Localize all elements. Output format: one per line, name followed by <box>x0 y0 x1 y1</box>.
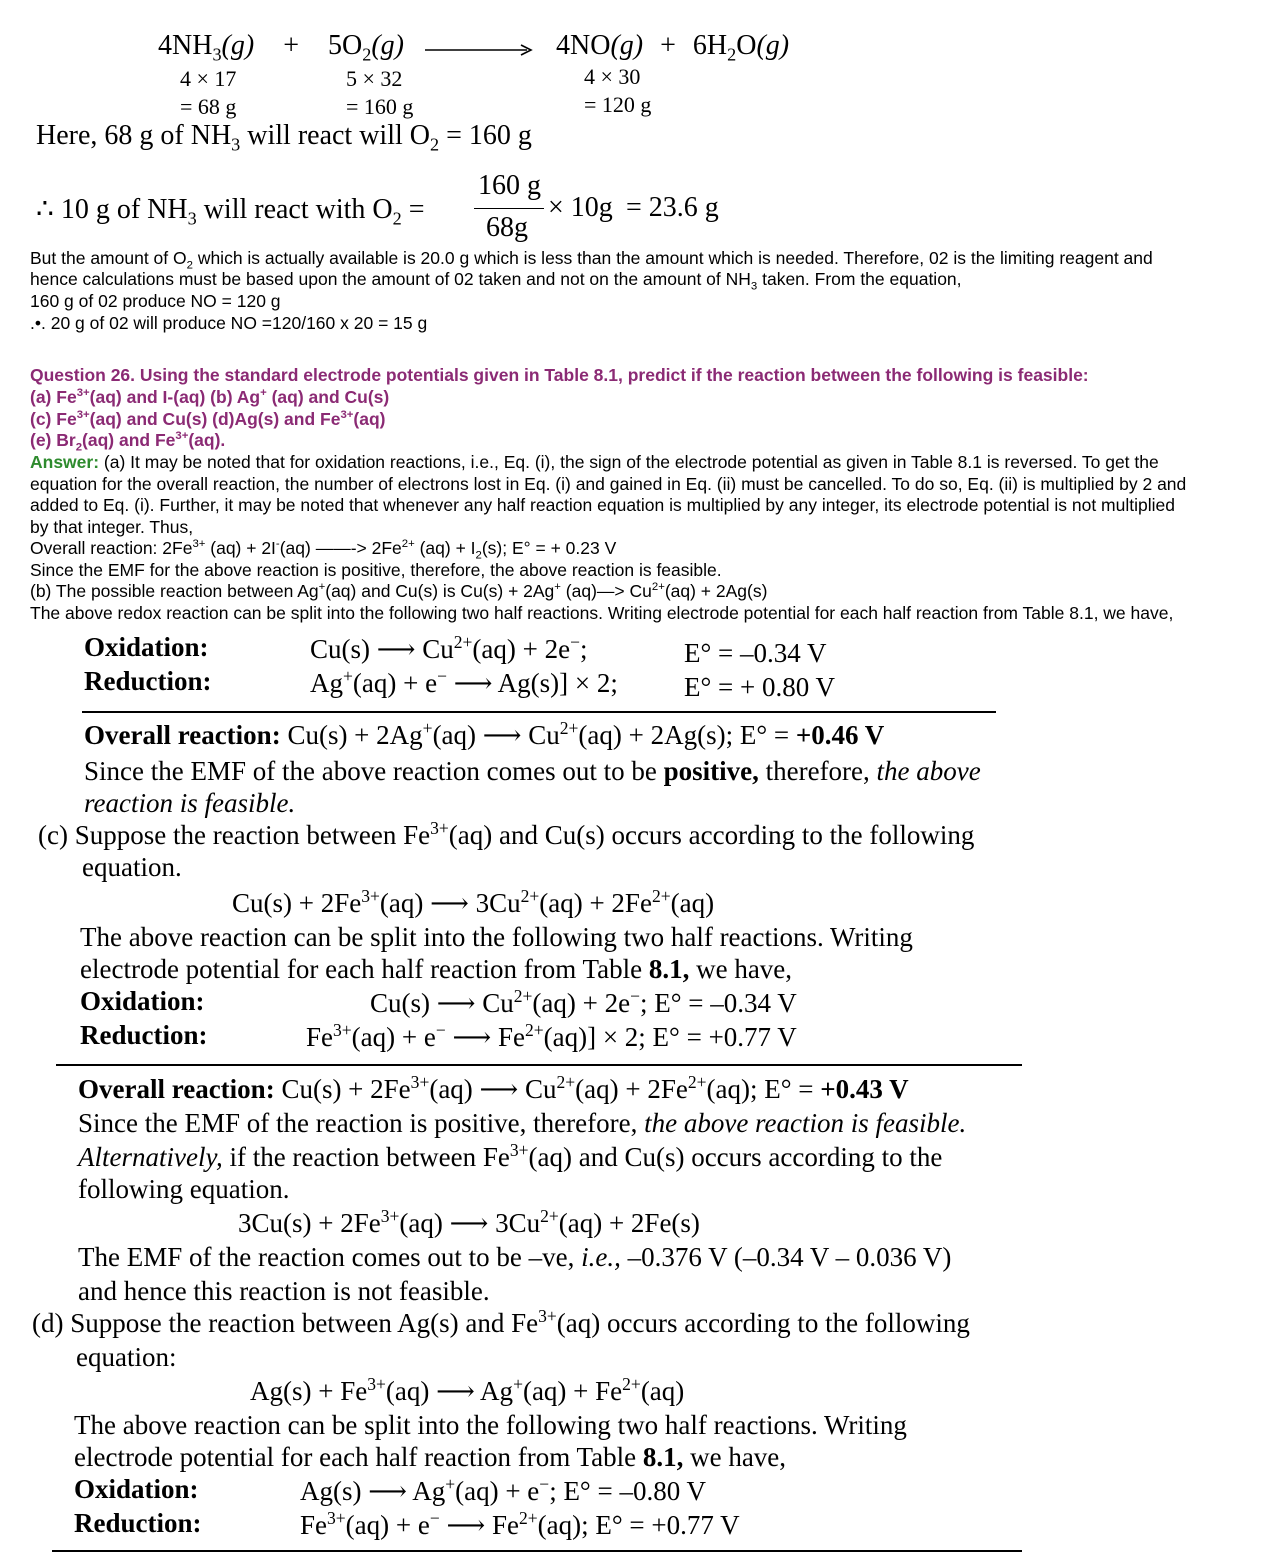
fraction-numerator: 160 g <box>478 170 541 201</box>
d-split-line1: The above reaction can be split into the following two half reactions. Writing <box>74 1410 907 1440</box>
d-intro-line1: (d) Suppose the reaction between Ag(s) and $Fe^{3+}(aq)$ occurs according to the following <box>32 1306 970 1338</box>
c-intro-line2: equation. <box>82 852 182 882</box>
mass-2-line1: 5 × 32 <box>346 66 403 91</box>
question-line2: (a) $Fe^{3+}(aq)$ and I-(aq) (b) Ag+ (aq) and Cu(s) <box>30 387 390 407</box>
answer-label: Answer: <box>30 452 100 472</box>
b-reduction-eq: Ag+(aq) + e− ⟶ Ag(s)] × 2; <box>310 666 618 698</box>
b-divider <box>82 711 996 713</box>
c-emf-line1: The EMF of the reaction comes out to be –ve, i.e., –0.376 V (–0.34 V – 0.036 V) <box>78 1242 952 1272</box>
c-equation: $Cu(s) + 2Fe^{3+}(aq)$ ⟶ $3Cu^{2+}(aq) + 2Fe^{2+}(aq)$ <box>232 886 715 918</box>
b-overall-line: Overall reaction: Cu(s) + 2Ag+(aq) ⟶ $Cu^{2+}(aq) + 2Ag(s)$; E° = +0.46 V <box>84 718 885 750</box>
answer-line5: Overall reaction: $2Fe^{3+}$ (aq) + 2I-(aq) ——-> $2Fe^{2+}$ $(aq) + I_2(s)$; E° = + 0.23 V <box>30 538 617 562</box>
c-alt-line2: following equation. <box>78 1174 290 1204</box>
c-reduction-label: Reduction: <box>80 1020 208 1050</box>
fraction-bar <box>474 208 544 209</box>
para1-line4: .•. 20 g of 02 will produce NO =120/160 x 20 = 15 g <box>30 313 428 333</box>
para1-line3: 160 g of 02 produce NO = 120 g <box>30 291 281 311</box>
d-equation: $Ag(s) + Fe^{3+}(aq)$ ⟶ $Ag^+(aq) + Fe^{2+}(aq)$ <box>250 1374 685 1406</box>
b-since-line: Since the EMF of the above reaction comes out to be positive, therefore, the above <box>84 756 981 786</box>
c-split-line1: The above reaction can be split into the following two half reactions. Writing <box>80 922 913 952</box>
reaction-arrow <box>425 32 535 64</box>
fraction-denominator: 68g <box>486 212 528 243</box>
answer-line4: by that integer. Thus, <box>30 517 194 537</box>
fraction-result: = 23.6 g <box>626 192 719 223</box>
d-intro-line2: equation: <box>76 1342 177 1372</box>
question-title: Question 26. Using the standard electrode potentials given in Table 8.1, predict if the reaction between the following is feasible: <box>30 365 1089 385</box>
answer-line8: The above redox reaction can be split into the following two half reactions. Writing electrode potential for each half reaction from Table 8.1, we have, <box>30 603 1174 623</box>
d-reduction-eq: $Fe^{3+}(aq) + e^-$ ⟶ $Fe^{2+}(aq)$; E° = +0.77 V <box>300 1508 740 1540</box>
top-equation: $4NH_3(g) + 5O_2(g) 4NO(g) + 6H_2O(g)$ <box>158 30 790 65</box>
b-reduction-label: Reduction: <box>84 666 212 696</box>
c-overall-line: Overall reaction: $Cu(s) + 2Fe^{3+}(aq)$ ⟶ $Cu^{2+}(aq) + 2Fe^{2+}(aq)$; E° = +0.43 V <box>78 1072 909 1104</box>
answer-line7: (b) The possible reaction between Ag+(aq) and Cu(s) is Cu(s) + 2Ag+ (aq)—> $Cu^{2+}(aq) + 2Ag(s)$ <box>30 581 768 601</box>
c-intro-line1: (c) Suppose the reaction between $Fe^{3+}(aq)$ and Cu(s) occurs according to the following <box>38 818 975 850</box>
d-oxidation-label: Oxidation: <box>74 1474 199 1504</box>
para1-line2: hence calculations must be based upon the amount of 02 taken and not on the amount of $NH_3$ taken. From the equation, <box>30 269 962 293</box>
b-reduction-potential: E° = + 0.80 V <box>684 672 836 702</box>
fraction-times: × 10g <box>548 192 613 223</box>
c-divider <box>56 1064 1022 1066</box>
answer-line3: added to Eq. (i). Further, it may be noted that whenever any half reaction equation is multiplied by any integer, its electrode potential is not multiplied <box>30 495 1175 515</box>
c-since-line: Since the EMF of the reaction is positive, therefore, the above reaction is feasible. <box>78 1108 967 1138</box>
mass-2-line2: = 160 g <box>346 94 414 119</box>
c-oxidation-eq: Cu(s) ⟶ $Cu^{2+}(aq) + 2e^-$; E° = –0.34 V <box>370 986 797 1018</box>
para1-line1: But the amount of $O_2$ which is actually available is 20.0 g which is less than the amount which is needed. Therefore, 02 is the limiting reagent and <box>30 248 1153 272</box>
mass-3-line2: = 120 g <box>584 92 652 117</box>
answer-line1: Answer: (a) It may be noted that for oxidation reactions, i.e., Eq. (i), the sign of the electrode potential as given in Table 8.1 is reversed. To get the <box>30 452 1159 472</box>
c-emf-line2: and hence this reaction is not feasible. <box>78 1276 490 1306</box>
mass-3-line1: 4 × 30 <box>584 64 641 89</box>
c-equation2: $3Cu(s) + 2Fe^{3+}(aq)$ ⟶ $3Cu^{2+}(aq) + 2Fe(s)$ <box>238 1206 700 1238</box>
mass-1-line2: = 68 g <box>180 94 237 119</box>
d-divider <box>52 1550 1022 1552</box>
therefore-line: ∴ 10 g of $NH_3$ will react with $O_2$ = <box>36 194 425 229</box>
question-line4: (e) $Br_2(aq)$ and $Fe^{3+}(aq)$. <box>30 430 226 454</box>
c-split-line2: electrode potential for each half reaction from Table 8.1, we have, <box>80 954 793 984</box>
b-oxidation-label: Oxidation: <box>84 632 209 662</box>
c-reduction-eq: $Fe^{3+}(aq) + e^-$ ⟶ $Fe^{2+}(aq)] \times 2$; E° = +0.77 V <box>306 1020 797 1052</box>
mass-1-line1: 4 × 17 <box>180 66 237 91</box>
answer-line2: equation for the overall reaction, the number of electrons lost in Eq. (i) and gained in Eq. (ii) must be cancelled. To do so, Eq. (ii) is multiplied by 2 and <box>30 474 1187 494</box>
question-line3: (c) $Fe^{3+}(aq)$ and Cu(s) (d)Ag(s) and $Fe^{3+}(aq)$ <box>30 409 386 429</box>
d-oxidation-eq: Ag(s) ⟶ Ag+(aq) + e−; E° = –0.80 V <box>300 1474 706 1506</box>
b-oxidation-potential: E° = –0.34 V <box>684 638 827 668</box>
b-feasible-line: reaction is feasible. <box>84 788 296 818</box>
here-line: Here, 68 g of $NH_3$ will react will $O_2 = 160$ g <box>36 120 532 155</box>
d-reduction-label: Reduction: <box>74 1508 202 1538</box>
d-split-line2: electrode potential for each half reaction from Table 8.1, we have, <box>74 1442 787 1472</box>
b-oxidation-eq: Cu(s) ⟶ $Cu^{2+}(aq) + 2e^-$; <box>310 632 588 664</box>
c-oxidation-label: Oxidation: <box>80 986 205 1016</box>
c-alt-line1: Alternatively, if the reaction between $Fe^{3+}(aq)$ and Cu(s) occurs according to the <box>78 1140 943 1172</box>
answer-line6: Since the EMF for the above reaction is positive, therefore, the above reaction is feasible. <box>30 560 722 580</box>
